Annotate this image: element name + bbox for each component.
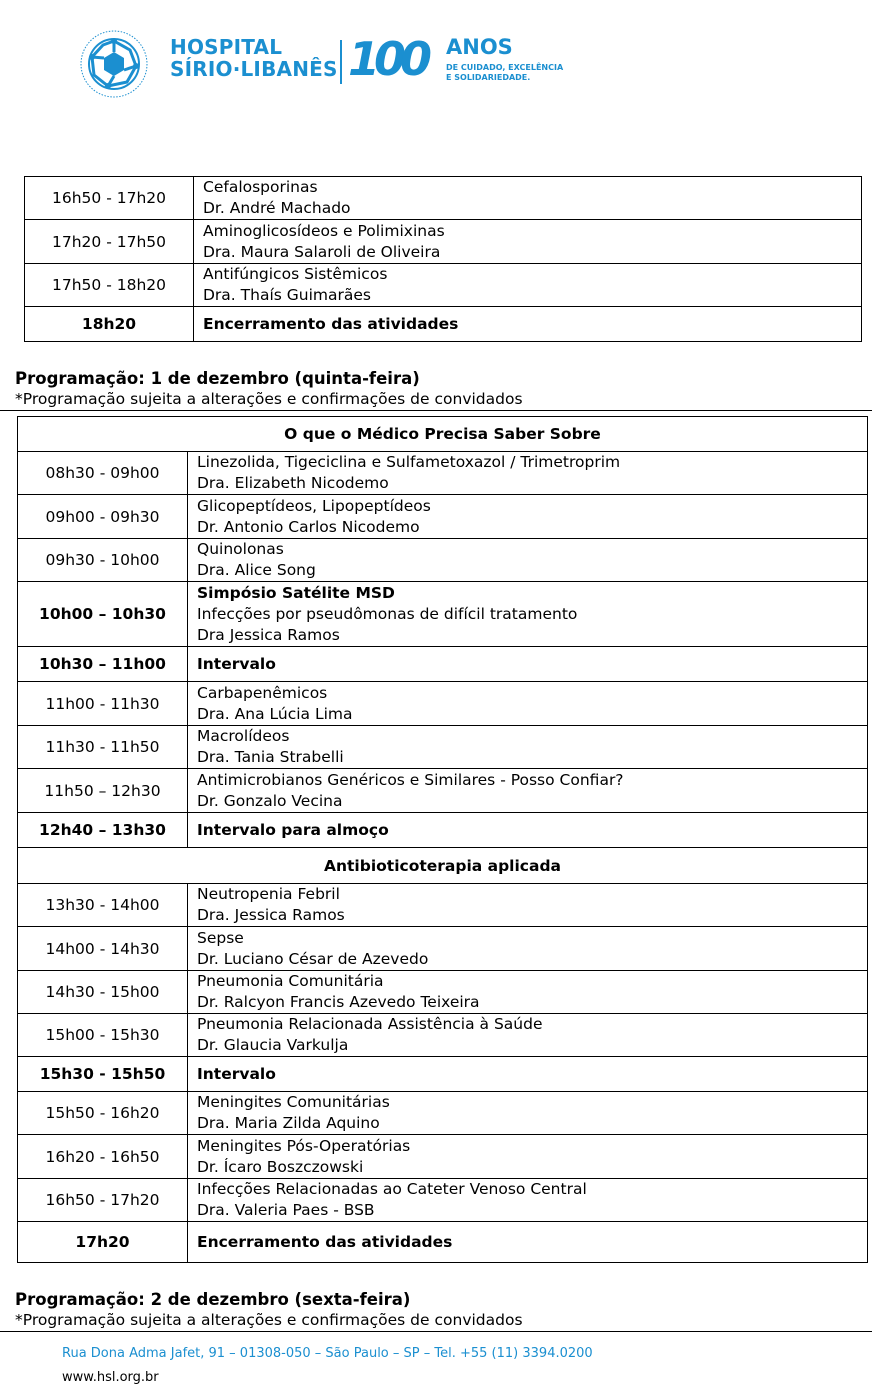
session-title: Cefalosporinas (203, 178, 318, 196)
time-cell: 10h00 – 10h30 (18, 582, 188, 647)
session-title: Neutropenia Febril (197, 885, 340, 903)
time-cell: 16h50 - 17h20 (25, 177, 194, 220)
time-cell: 10h30 – 11h00 (18, 647, 188, 682)
time-cell: 08h30 - 09h00 (18, 452, 188, 495)
anos-tagline-line2: E SOLIDARIEDADE. (446, 73, 531, 82)
day1-title: Programação: 1 de dezembro (quinta-feira) (15, 369, 420, 388)
time-cell: 09h00 - 09h30 (18, 495, 188, 539)
time-cell: 17h20 - 17h50 (25, 220, 194, 264)
time-cell: 16h20 - 16h50 (18, 1135, 188, 1179)
session-cell (188, 769, 868, 813)
session-cell (194, 177, 862, 220)
session-speaker: Dra. Elizabeth Nicodemo (197, 474, 389, 492)
session-cell (188, 682, 868, 726)
table-row (18, 1092, 868, 1135)
closing-row (18, 1222, 868, 1263)
lunch-title: Intervalo para almoço (188, 813, 868, 848)
time-cell: 16h50 - 17h20 (18, 1179, 188, 1222)
logo-divider (340, 40, 342, 84)
session-speaker: Dr. André Machado (203, 199, 351, 217)
session-speaker: Dra. Maura Salaroli de Oliveira (203, 242, 441, 261)
session-title: Meningites Comunitárias (197, 1093, 390, 1111)
symposium-title: Simpósio Satélite MSD (197, 583, 395, 602)
footer-website-link[interactable]: www.hsl.org.br (62, 1370, 159, 1385)
table-row (18, 971, 868, 1014)
header-logo (78, 28, 608, 98)
schedule-table-day1 (17, 416, 868, 1263)
session-cell (188, 726, 868, 769)
time-cell: 12h40 – 13h30 (18, 813, 188, 848)
hospital-name-line1: HOSPITAL (170, 35, 283, 59)
day1-divider (0, 410, 872, 411)
table-row (18, 682, 868, 726)
session-title: Sepse (197, 928, 244, 947)
session-cell (188, 884, 868, 927)
session-cell (188, 582, 868, 647)
time-cell: 09h30 - 10h00 (18, 539, 188, 582)
session-cell (194, 220, 862, 264)
break-row (18, 647, 868, 682)
session-title: Quinolonas (197, 540, 284, 558)
table-row (25, 220, 862, 264)
time-cell: 13h30 - 14h00 (18, 884, 188, 927)
table-row (18, 1179, 868, 1222)
hundred-years-number: 100 (348, 32, 427, 86)
session-title: Meningites Pós-Operatórias (197, 1136, 411, 1155)
session-speaker: Dra Jessica Ramos (197, 625, 340, 644)
session-title: Infecções Relacionadas ao Cateter Venoso Central (197, 1180, 587, 1198)
session-title: Antimicrobianos Genéricos e Similares - Posso Confiar? (197, 770, 624, 789)
session-title: Aminoglicosídeos e Polimixinas (203, 221, 445, 240)
session-speaker: Dr. Gonzalo Vecina (197, 791, 343, 810)
session-speaker: Dr. Glaucia Varkulja (197, 1036, 349, 1054)
table-row (18, 884, 868, 927)
session-cell (188, 927, 868, 971)
session-cell (188, 452, 868, 495)
table-row (18, 495, 868, 539)
table-row (25, 264, 862, 307)
session-speaker: Dra. Thaís Guimarães (203, 286, 371, 304)
session-speaker: Dra. Alice Song (197, 561, 316, 579)
session-speaker: Dra. Valeria Paes - BSB (197, 1201, 375, 1219)
session-speaker: Dra. Tania Strabelli (197, 748, 344, 766)
time-cell: 14h00 - 14h30 (18, 927, 188, 971)
table-row (18, 927, 868, 971)
lunch-row (18, 813, 868, 848)
anos-label: ANOS (446, 35, 513, 59)
session-cell (188, 495, 868, 539)
closing-title: Encerramento das atividades (194, 307, 862, 342)
session-speaker: Dr. Antonio Carlos Nicodemo (197, 517, 420, 536)
closing-row (25, 307, 862, 342)
session-speaker: Dra. Maria Zilda Aquino (197, 1114, 380, 1132)
session-title: Pneumonia Comunitária (197, 972, 384, 990)
break-row (18, 1057, 868, 1092)
table-row (18, 769, 868, 813)
session-speaker: Dra. Jessica Ramos (197, 906, 345, 924)
session-title: Carbapenêmicos (197, 683, 328, 702)
time-cell: 11h00 - 11h30 (18, 682, 188, 726)
day1-note: *Programação sujeita a alterações e confirmações de convidados (15, 390, 523, 408)
time-cell: 18h20 (25, 307, 194, 342)
time-cell: 11h30 - 11h50 (18, 726, 188, 769)
time-cell: 14h30 - 15h00 (18, 971, 188, 1014)
section-row (18, 417, 868, 452)
session-title: Antifúngicos Sistêmicos (203, 265, 388, 283)
table-row (18, 539, 868, 582)
break-title: Intervalo (188, 1057, 868, 1092)
section-row (18, 848, 868, 884)
session-cell (194, 264, 862, 307)
session-cell (188, 539, 868, 582)
session-cell (188, 971, 868, 1014)
footer-address: Rua Dona Adma Jafet, 91 – 01308-050 – São Paulo – SP – Tel. +55 (11) 3394.0200 (62, 1346, 593, 1361)
symposium-row (18, 582, 868, 647)
session-cell (188, 1179, 868, 1222)
hospital-name (170, 36, 338, 80)
time-cell: 15h30 - 15h50 (18, 1057, 188, 1092)
session-cell (188, 1135, 868, 1179)
time-cell: 11h50 – 12h30 (18, 769, 188, 813)
table-row (18, 726, 868, 769)
time-cell: 17h50 - 18h20 (25, 264, 194, 307)
session-speaker: Dr. Ralcyon Francis Azevedo Teixeira (197, 993, 480, 1011)
break-title: Intervalo (188, 647, 868, 682)
schedule-table-previous-day (24, 176, 862, 342)
time-cell: 17h20 (18, 1222, 188, 1263)
session-title: Pneumonia Relacionada Assistência à Saúde (197, 1015, 543, 1033)
table-row (18, 1014, 868, 1057)
section-title: Antibioticoterapia aplicada (18, 848, 868, 884)
day2-title: Programação: 2 de dezembro (sexta-feira) (15, 1290, 411, 1309)
day2-divider (0, 1331, 872, 1332)
session-title: Macrolídeos (197, 727, 290, 745)
table-row (18, 1135, 868, 1179)
section-title: O que o Médico Precisa Saber Sobre (18, 417, 868, 452)
geodesic-sphere-logo-icon (78, 28, 150, 100)
time-cell: 15h00 - 15h30 (18, 1014, 188, 1057)
session-speaker: Dra. Ana Lúcia Lima (197, 704, 353, 723)
anos-tagline (446, 63, 563, 83)
session-title: Linezolida, Tigeciclina e Sulfametoxazol / Trimetroprim (197, 453, 621, 471)
day2-note: *Programação sujeita a alterações e confirmações de convidados (15, 1311, 523, 1329)
closing-title: Encerramento das atividades (188, 1222, 868, 1263)
session-title: Glicopeptídeos, Lipopeptídeos (197, 496, 431, 515)
anos-tagline-line1: DE CUIDADO, EXCELÊNCIA (446, 63, 564, 72)
session-speaker: Dr. Luciano César de Azevedo (197, 949, 429, 968)
hospital-name-line2: SÍRIO·LIBANÊS (170, 57, 338, 81)
table-row (18, 452, 868, 495)
session-cell (188, 1014, 868, 1057)
session-cell (188, 1092, 868, 1135)
time-cell: 15h50 - 16h20 (18, 1092, 188, 1135)
table-row (25, 177, 862, 220)
symposium-subtitle: Infecções por pseudômonas de difícil tratamento (197, 604, 578, 623)
session-speaker: Dr. Ícaro Boszczowski (197, 1157, 364, 1176)
